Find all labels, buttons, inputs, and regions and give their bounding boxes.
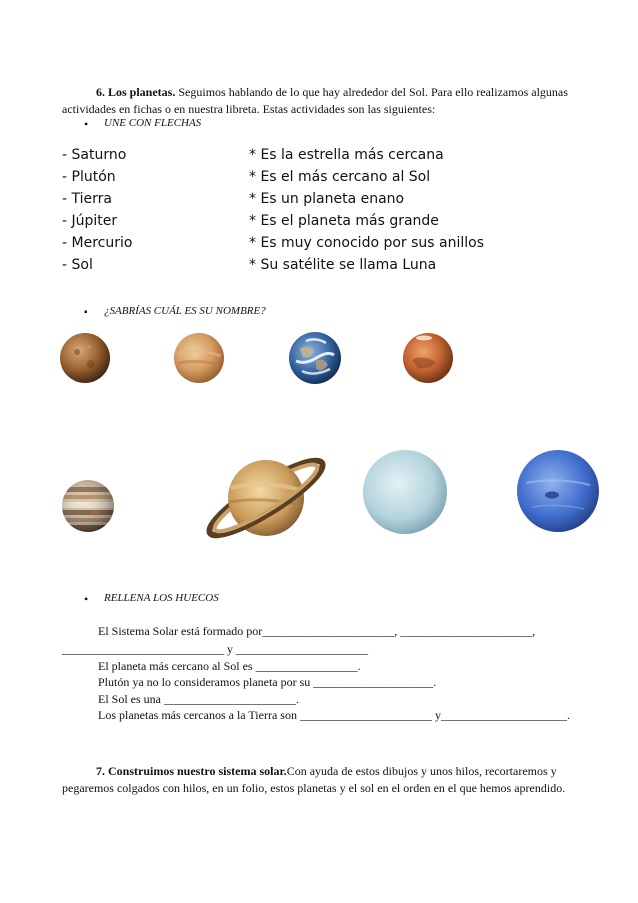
bullet-icon: •	[84, 592, 89, 606]
fill-line-6: Los planetas más cercanos a la Tierra son ______________________ y_____________________.	[98, 708, 570, 722]
match-left-item: - Sol	[62, 257, 93, 273]
match-right-item: * Es muy conocido por sus anillos	[249, 235, 485, 251]
bullet-icon: •	[84, 117, 89, 131]
match-left-item: - Júpiter	[62, 213, 118, 229]
match-left-item: - Plutón	[62, 169, 116, 185]
fill-line-1: El Sistema Solar está formado por______________________, ______________________,	[98, 624, 536, 638]
fill-line-5: El Sol es una ______________________.	[98, 692, 299, 706]
match-right-item: * Es un planeta enano	[249, 191, 405, 207]
section-6-intro-line2: actividades en fichas o en nuestra libreta. Estas actividades son las siguientes:	[62, 102, 436, 116]
section-7-text-line2: pegaremos colgados con hilos, en un folio, estos planetas y el sol en el orden en el que hemos aprendido.	[62, 781, 566, 795]
match-left-item: - Saturno	[62, 147, 127, 163]
match-left-column	[62, 144, 132, 276]
match-right-item: * Es el más cercano al Sol	[249, 169, 431, 185]
mars-image	[402, 332, 454, 384]
section-7-heading: Construimos nuestro sistema solar.	[108, 764, 287, 778]
fill-line-2: ___________________________ y ______________________	[62, 642, 368, 656]
section-7-text-line1: Con ayuda de estos dibujos y unos hilos, recortaremos y	[286, 764, 557, 778]
match-left-item: - Mercurio	[62, 235, 133, 251]
section-7-number: 7.	[96, 764, 105, 778]
section-6-number: 6.	[96, 85, 105, 99]
match-right-column	[249, 144, 484, 276]
fill-line-4: Plutón ya no lo consideramos planeta por su ____________________.	[98, 675, 437, 689]
section-7-paragraph	[96, 763, 608, 780]
section-6-heading: Los planetas.	[108, 85, 176, 99]
activity-2-title: ¿SABRÍAS CUÁL ES SU NOMBRE?	[104, 305, 266, 317]
activity-3-title: RELLENA LOS HUECOS	[104, 592, 219, 604]
uranus-image	[362, 449, 448, 535]
venus-image	[173, 332, 225, 384]
activity-1-title: UNE CON FLECHAS	[104, 117, 202, 129]
match-right-item: * Es el planeta más grande	[249, 213, 439, 229]
mercury-image	[59, 332, 111, 384]
earth-image	[288, 331, 342, 385]
match-left-item: - Tierra	[62, 191, 112, 207]
saturn-image	[198, 436, 334, 560]
square-bullet-icon: ▪	[84, 307, 88, 318]
section-6-intro-line1: Seguimos hablando de lo que hay alrededor del Sol. Para ello realizamos algunas	[178, 85, 568, 99]
section-6-paragraph	[96, 84, 606, 101]
neptune-image	[516, 449, 600, 533]
match-right-item: * Su satélite se llama Luna	[249, 257, 437, 273]
jupiter-image	[60, 479, 116, 533]
match-right-item: * Es la estrella más cercana	[249, 147, 444, 163]
fill-line-3: El planeta más cercano al Sol es _________________.	[98, 659, 361, 673]
